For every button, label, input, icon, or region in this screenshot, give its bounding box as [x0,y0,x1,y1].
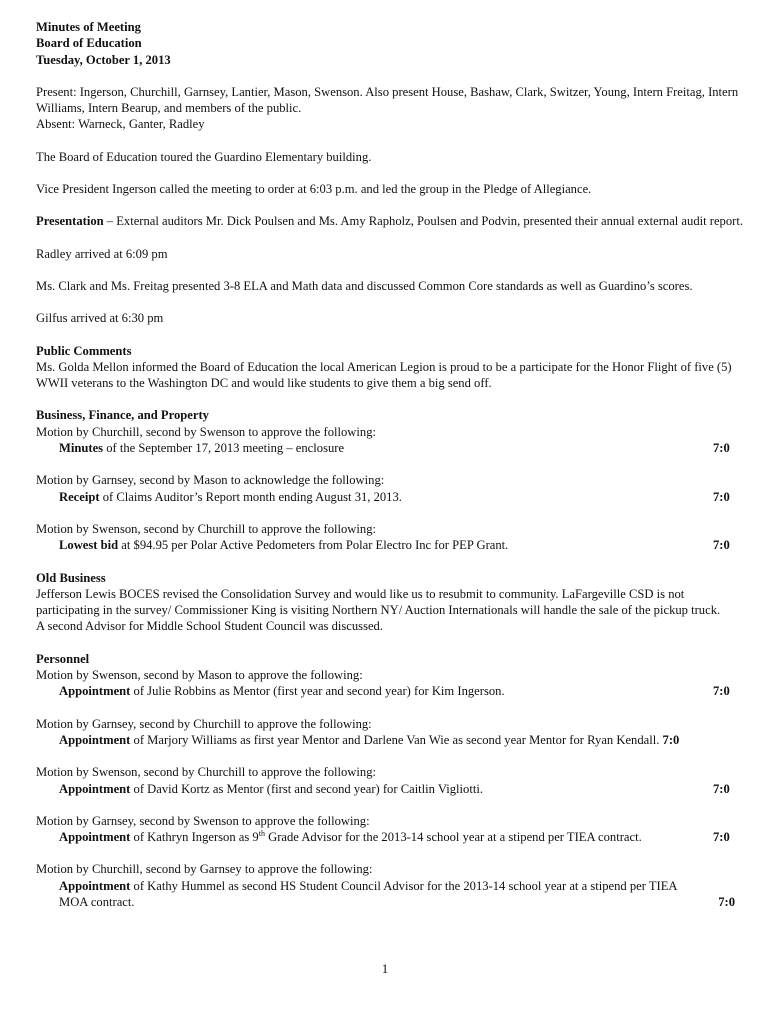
presentation-paragraph [36,213,748,229]
motion-item-text: of the September 17, 2013 meeting – enclosure [103,441,345,456]
motion-intro: Motion by Swenson, second by Mason to approve the following: [36,668,363,683]
page-number: 1 [381,961,389,976]
presentation-text: – External auditors Mr. Dick Poulsen and Ms. Amy Rapholz, Poulsen and Podvin, presented their annual external audit report. [103,214,743,229]
motion-item-text: of Kathryn Ingerson as 9 [130,830,259,845]
tour-note: The Board of Education toured the Guardino Elementary building. [36,149,372,164]
document-header [36,19,748,68]
motion-item-text: of Julie Robbins as Mentor (first year and second year) for Kim Ingerson. [130,684,505,699]
motion-item-label: Receipt [59,489,100,504]
motion-item [36,781,748,797]
motion-item-label: Appointment [59,732,131,747]
presentation-label: Presentation [36,214,104,229]
vote-count: 7:0 [718,894,735,909]
vote-count: 7:0 [713,781,730,796]
motion-item-label: Lowest bid [59,538,119,553]
motion-item-label: Appointment [59,878,131,893]
motion-item-text: of Claims Auditor’s Report month ending August 31, 2013. [99,489,402,504]
minutes-document [36,19,748,910]
motion-item-label: Appointment [59,781,131,796]
motion-intro: Motion by Swenson, second by Churchill to approve the following: [36,521,376,536]
radley-arrival: Radley arrived at 6:09 pm [36,246,168,261]
motion-item-label: Minutes [59,441,104,456]
motion-item-text: of David Kortz as Mentor (first and second year) for Caitlin Vigliotti. [130,781,483,796]
header-title: Minutes of Meeting [36,20,141,34]
old-business-text: Jefferson Lewis BOCES revised the Consolidation Survey and would like us to resubmit to community. LaFargeville CSD is not participating in the survey/ Commissioner King is visiting Northern NY/ Auction Internationals will handle the sale of the pickup truck. A second Advisor for Middle School Student Council was discussed. [36,586,721,634]
vote-count: 7:0 [713,684,730,699]
motion-block [36,764,748,797]
motion-intro: Motion by Garnsey, second by Churchill to approve the following: [36,716,372,731]
section-heading: Public Comments [36,343,132,358]
vote-count: 7:0 [713,489,730,504]
motion-item [36,829,748,845]
business-section [36,407,748,553]
header-board: Board of Education [36,36,142,51]
data-presentation: Ms. Clark and Ms. Freitag presented 3-8 ELA and Math data and discussed Common Core standards as well as Guardino’s scores. [36,278,693,293]
motion-item-text: at $94.95 per Polar Active Pedometers from Polar Electro Inc for PEP Grant. [118,538,509,553]
gilfus-arrival: Gilfus arrived at 6:30 pm [36,311,164,326]
motion-block [36,472,748,505]
call-to-order: Vice President Ingerson called the meeting to order at 6:03 p.m. and led the group in the Pledge of Allegiance. [36,182,592,197]
present-list: Present: Ingerson, Churchill, Garnsey, Lantier, Mason, Swenson. Also present House, Bashaw, Clark, Switzer, Young, Intern Freitag, Intern Williams, Intern Bearup, and members of the public. [36,84,739,116]
motion-intro: Motion by Swenson, second by Churchill to approve the following: [36,765,376,780]
motion-item [36,489,748,505]
motion-item-label: Appointment [59,830,131,845]
motion-intro: Motion by Garnsey, second by Mason to acknowledge the following: [36,473,385,488]
ordinal-suffix: th [258,828,265,838]
motion-item-text: of Kathy Hummel as second HS Student Council Advisor for the 2013-14 school year at a stipend per TIEA MOA contract. [59,878,677,909]
section-heading: Old Business [36,570,106,585]
motion-intro: Motion by Churchill, second by Garnsey to approve the following: [36,862,373,877]
vote-count: 7:0 [713,538,730,553]
motion-block [36,424,748,457]
motion-block [36,521,748,554]
motion-item-text: of Marjory Williams as first year Mentor and Darlene Van Wie as second year Mentor for Ryan Kendall. [130,732,660,747]
absent-list: Absent: Warneck, Ganter, Radley [36,117,205,132]
vote-count: 7:0 [713,830,730,845]
motion-block [36,667,748,700]
public-comments-text: Ms. Golda Mellon informed the Board of Education the local American Legion is proud to be a participate for the Honor Flight of five (5) WWII veterans to the Washington DC and would like students to give them a big send off. [36,359,732,391]
motion-item [36,537,748,553]
motion-item [36,440,748,456]
section-heading: Business, Finance, and Property [36,408,209,423]
motion-block [36,861,748,910]
personnel-section [36,651,748,911]
old-business-section [36,570,748,635]
vote-count: 7:0 [662,732,680,747]
motion-item [36,878,748,911]
motion-item [36,732,748,748]
motion-item [36,683,748,699]
motion-intro: Motion by Churchill, second by Swenson to approve the following: [36,424,376,439]
attendance [36,84,748,133]
motion-intro: Motion by Garnsey, second by Swenson to approve the following: [36,813,370,828]
section-heading: Personnel [36,651,90,666]
motion-item-text-cont: Grade Advisor for the 2013-14 school year at a stipend per TIEA contract. [264,830,642,845]
motion-block [36,813,748,846]
public-comments-section [36,343,748,392]
vote-count: 7:0 [713,441,730,456]
header-date: Tuesday, October 1, 2013 [36,52,171,67]
motion-block [36,716,748,749]
motion-item-label: Appointment [59,684,131,699]
